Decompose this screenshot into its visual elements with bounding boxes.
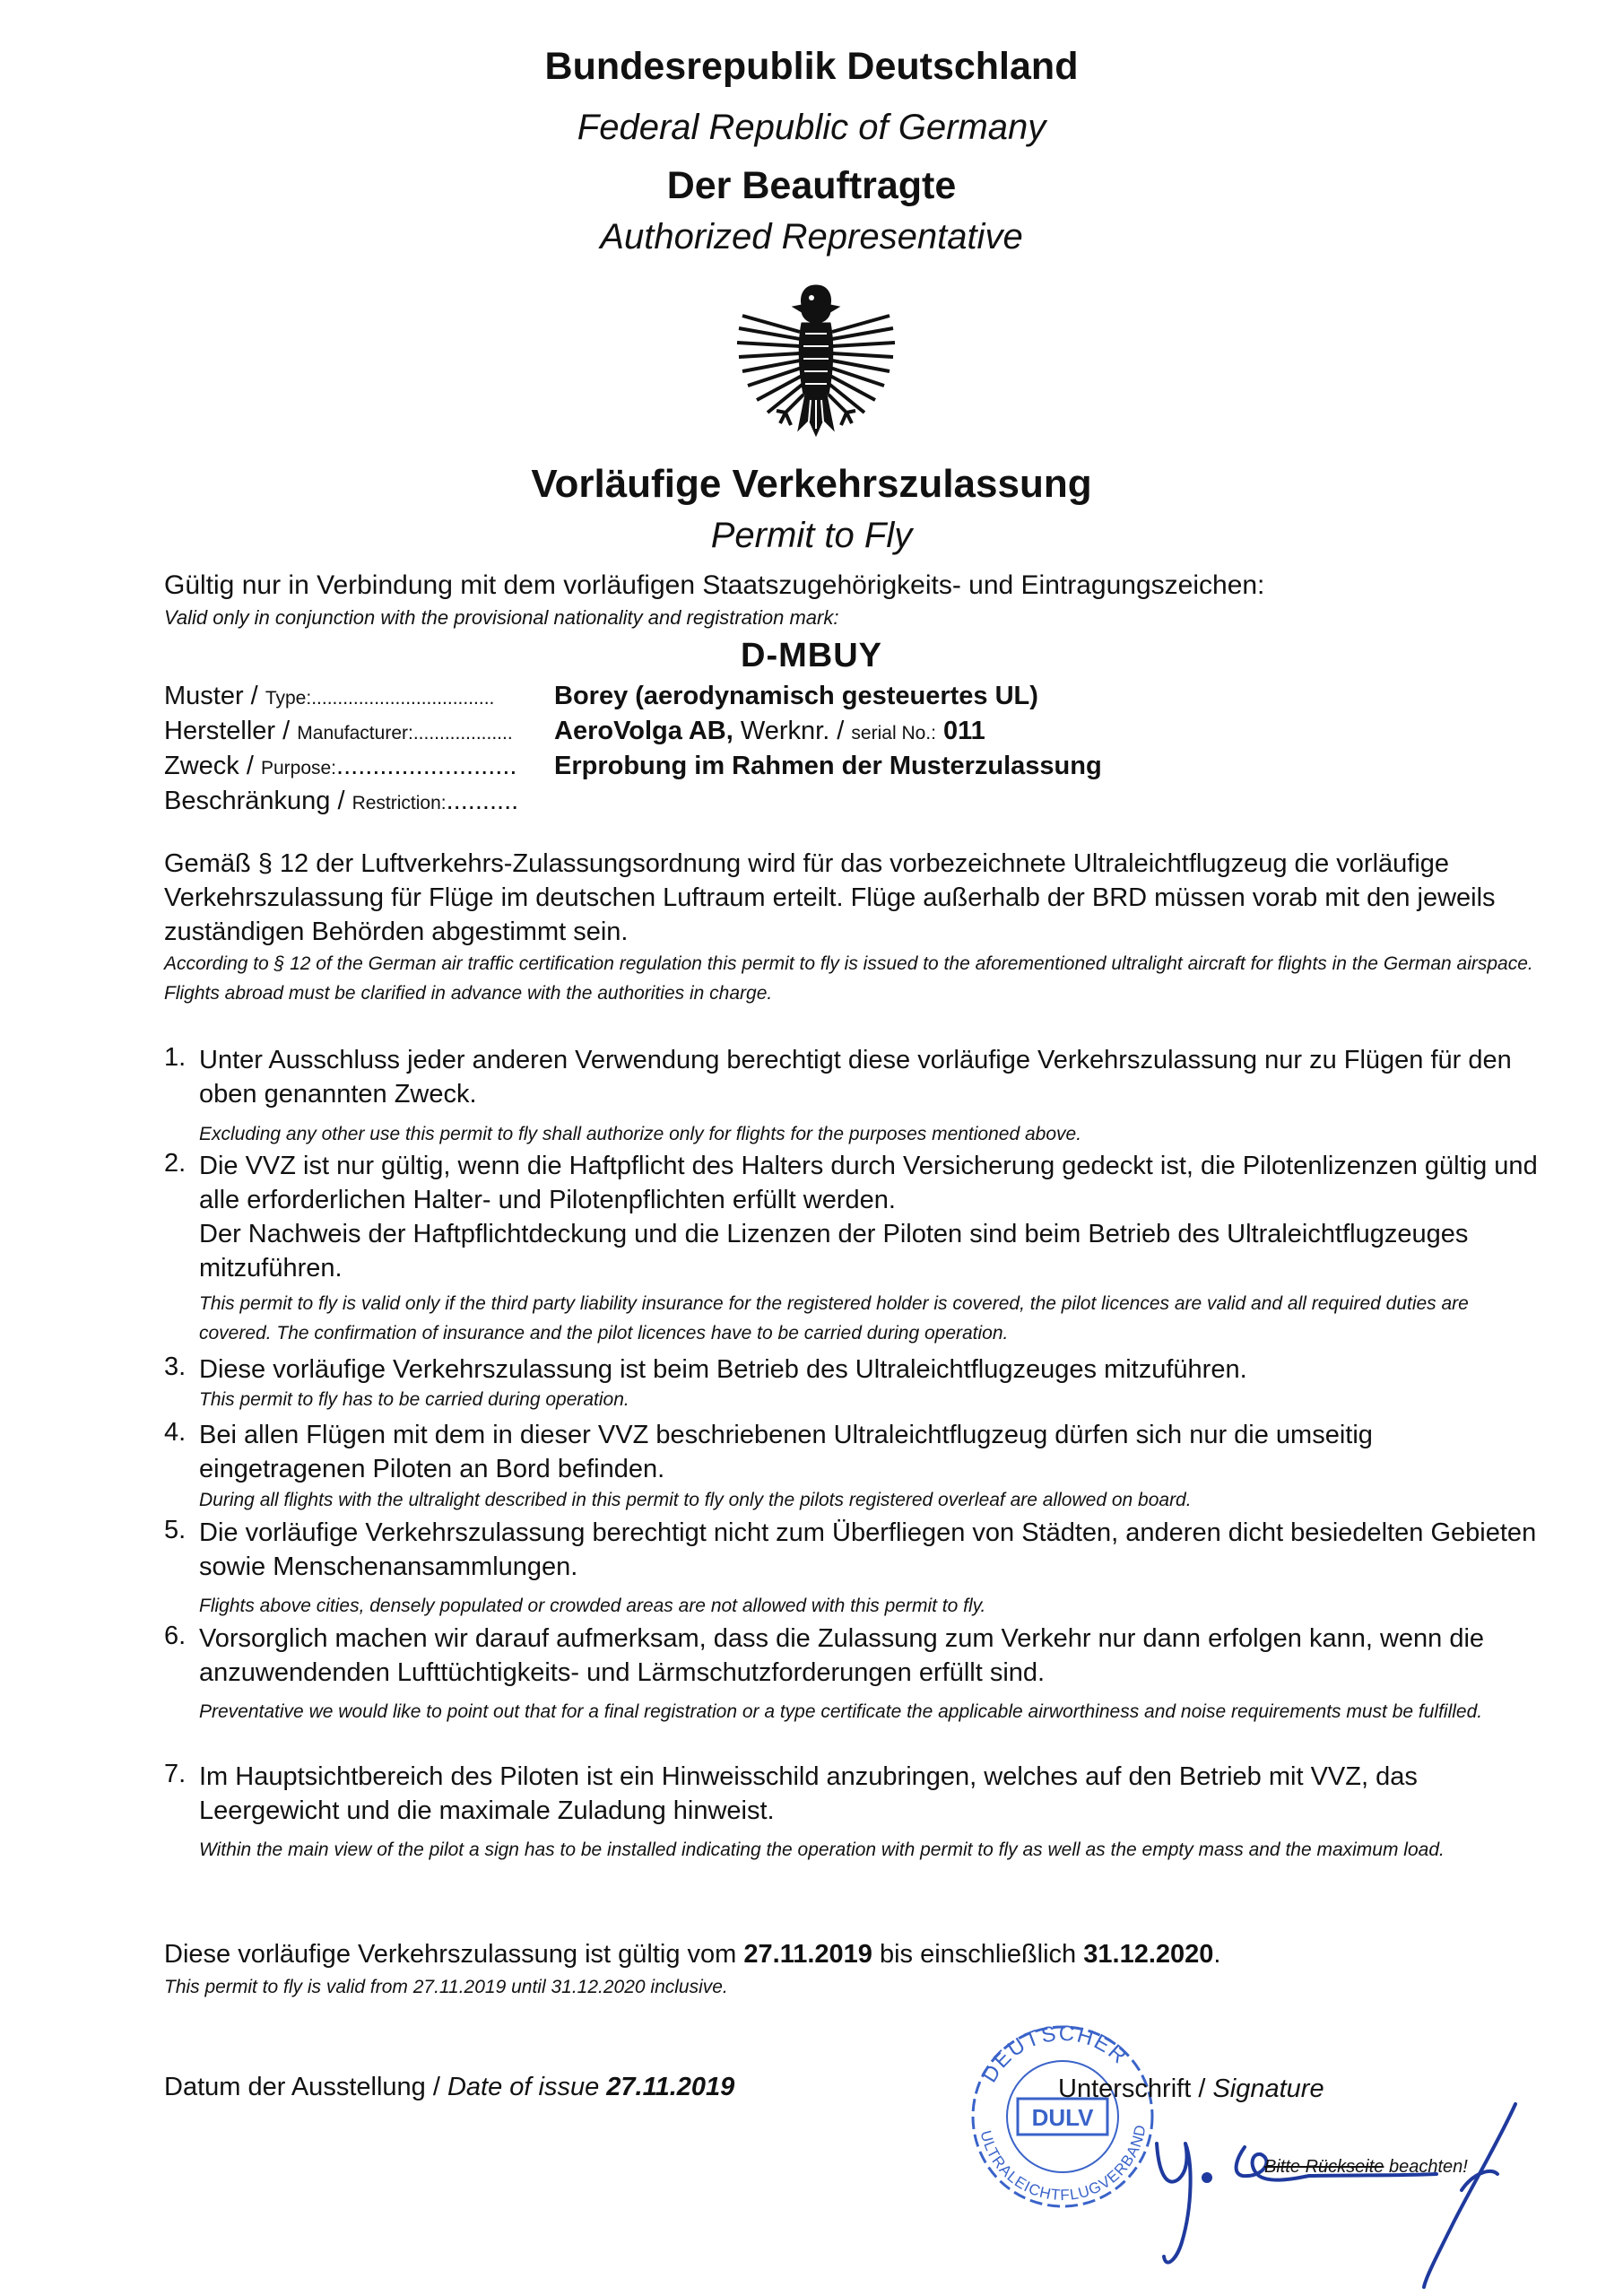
intro-paragraph-en: According to § 12 of the German air traffic certification regulation this permit to fly is issued to the aforementioned ultralight aircraft for flights in the German airspace. Flights abroad must be clarified in advance with the authorities in charge. (164, 953, 1533, 1004)
issue-date-label-en: Date of issue (447, 2073, 607, 2101)
field-purpose-value: Erprobung im Rahmen der Musterzulassung (554, 752, 1102, 780)
condition-text-en: This permit to fly is valid only if the third party liability insurance for the registered holder is covered, the pilot licences are valid and all required duties are covered. The confirmation of insurance and the pilot licences have to be carried during operation. (199, 1293, 1469, 1344)
condition-text: Diese vorläufige Verkehrszulassung ist beim Betrieb des Ultraleichtflugzeuges mitzuführen. (199, 1355, 1247, 1384)
field-manufacturer-dots: ................... (412, 723, 513, 744)
validity-condition: Gültig nur in Verbindung mit dem vorläufigen Staatszugehörigkeits- und Eintragungszeichen: (164, 570, 1265, 600)
validity-prefix: Diese vorläufige Verkehrszulassung ist gültig vom (164, 1940, 744, 1969)
condition-text: Bei allen Flügen mit dem in dieser VVZ beschriebenen Ultraleichtflugzeug dürfen sich nur die umseitig eingetragenen Piloten an Bord befinden. (199, 1421, 1373, 1483)
authority-title: Der Beauftragte (666, 164, 957, 207)
issue-date-label: Datum der Ausstellung / (164, 2073, 447, 2101)
field-manufacturer (164, 717, 985, 746)
condition-text: Vorsorglich machen wir darauf aufmerksam, dass die Zulassung zum Verkehr nur dann erfolgen kann, wenn die anzuwendenden Lufttüchtigkeits- und Lärmschutzforderungen erfüllt sind. (199, 1624, 1485, 1687)
serial-label-en: serial No.: (851, 723, 936, 744)
field-type-label: Muster / (164, 682, 265, 710)
valid-from-date: 27.11.2019 (743, 1940, 872, 1969)
handwritten-signature (1139, 2090, 1533, 2296)
condition-text-en: Within the main view of the pilot a sign has to be installed indicating the operation with permit to fly as well as the empty mass and the maximum load. (199, 1839, 1445, 1860)
condition-text-en: This permit to fly has to be carried during operation. (199, 1389, 629, 1410)
document-title-en: Permit to Fly (710, 516, 913, 555)
validity-period (164, 1940, 1220, 1970)
field-purpose-label: Zweck / (164, 752, 261, 780)
field-manufacturer-value-group (554, 717, 985, 746)
condition-text-en: During all flights with the ultralight described in this permit to fly only the pilots registered overleaf are allowed on board. (199, 1490, 1192, 1510)
field-purpose-label-en: Purpose: (260, 758, 337, 778)
stamp-center-text: DULV (1031, 2104, 1094, 2131)
document-title: Vorläufige Verkehrszulassung (531, 462, 1092, 506)
issue-date-line (164, 2073, 734, 2102)
signature-label-de: Unterschrift / (1058, 2074, 1213, 2103)
condition-text-en: Flights above cities, densely populated or crowded areas are not allowed with this permit to fly. (199, 1596, 986, 1616)
federal-eagle-icon (726, 269, 906, 448)
dulv-stamp (959, 2018, 1166, 2215)
condition-number: 3. (164, 1352, 187, 1381)
field-type-dots: ................................... (311, 688, 495, 709)
condition-number: 2. (164, 1149, 187, 1178)
condition-number: 6. (164, 1622, 187, 1650)
reverse-side-note-rest: beachten! (1384, 2157, 1468, 2177)
authority-title-en: Authorized Representative (600, 217, 1023, 257)
condition-text-en: Preventative we would like to point out that for a final registration or a type certificate the applicable airworthiness and noise requirements must be fulfilled. (199, 1701, 1483, 1722)
stamp-text-top: DEUTSCHER (976, 2021, 1133, 2087)
field-purpose-dots: ......................... (336, 752, 517, 780)
field-type-label-en: Type: (265, 688, 312, 709)
field-restriction-label: Beschränkung / (164, 787, 352, 815)
field-restriction (164, 787, 518, 816)
reverse-side-note-struck: Bitte Rückseite (1264, 2157, 1384, 2177)
serial-label: Werknr. / (733, 717, 852, 745)
condition-text: Unter Ausschluss jeder anderen Verwendung berechtigt diese vorläufige Verkehrszulassung nur zu Flügen für den oben genannten Zweck. (199, 1046, 1512, 1109)
valid-until-date: 31.12.2020 (1083, 1940, 1214, 1969)
field-manufacturer-label-en: Manufacturer: (297, 723, 413, 744)
field-manufacturer-label: Hersteller / (164, 717, 298, 745)
field-restriction-label-en: Restriction: (352, 793, 447, 813)
issue-date-value: 27.11.2019 (606, 2073, 735, 2101)
field-type (164, 682, 1038, 711)
condition-text-en: Excluding any other use this permit to fly shall authorize only for flights for the purposes mentioned above. (199, 1124, 1082, 1144)
validity-suffix: . (1213, 1940, 1221, 1969)
condition-number: 5. (164, 1516, 187, 1544)
intro-paragraph: Gemäß § 12 der Luftverkehrs-Zulassungsordnung wird für das vorbezeichnete Ultraleichtflugzeug die vorläufige Verkehrszulassung für Flüge im deutschen Luftraum erteilt. Flüge außerhalb der BRD müssen vorab mit den jeweils zuständigen Behörden abgestimmt sein. (164, 849, 1496, 946)
stamp-text-bottom: ULTRALEICHTFLUGVERBAND (976, 2123, 1150, 2205)
condition-number: 1. (164, 1043, 187, 1072)
country-title-en: Federal Republic of Germany (577, 108, 1046, 147)
condition-text: Im Hauptsichtbereich des Piloten ist ein Hinweisschild anzubringen, welches auf den Betrieb mit VVZ, das Leergewicht und die maximale Zuladung hinweist. (199, 1762, 1418, 1825)
signature-label-en: Signature (1212, 2074, 1324, 2103)
serial-value: 011 (943, 717, 985, 745)
field-type-value: Borey (aerodynamisch gesteuertes UL) (554, 682, 1038, 710)
condition-number: 7. (164, 1760, 187, 1788)
validity-middle: bis einschließlich (872, 1940, 1084, 1969)
condition-number: 4. (164, 1418, 187, 1447)
condition-text: Die VVZ ist nur gültig, wenn die Haftpflicht des Halters durch Versicherung gedeckt ist, die Pilotenlizenzen gültig und alle erforderlichen Halter- und Pilotenpflichten erfüllt werden. (199, 1152, 1538, 1214)
registration-mark: D-MBUY (741, 637, 882, 674)
reverse-side-note (1264, 2157, 1468, 2178)
validity-condition-en: Valid only in conjunction with the provisional nationality and registration mark: (164, 606, 839, 629)
country-title: Bundesrepublik Deutschland (544, 45, 1079, 88)
condition-text-continued: Der Nachweis der Haftpflichtdeckung und die Lizenzen der Piloten sind beim Betrieb des Ultraleichtflugzeuges mitzuführen. (199, 1220, 1469, 1283)
field-manufacturer-value: AeroVolga AB, (554, 717, 733, 745)
condition-text: Die vorläufige Verkehrszulassung berechtigt nicht zum Überfliegen von Städten, anderen dicht besiedelten Gebieten sowie Menschenansammlungen. (199, 1518, 1537, 1581)
field-restriction-dots: .......... (446, 787, 519, 815)
validity-period-en: This permit to fly is valid from 27.11.2019 until 31.12.2020 inclusive. (164, 1977, 728, 1997)
field-purpose (164, 752, 1102, 781)
